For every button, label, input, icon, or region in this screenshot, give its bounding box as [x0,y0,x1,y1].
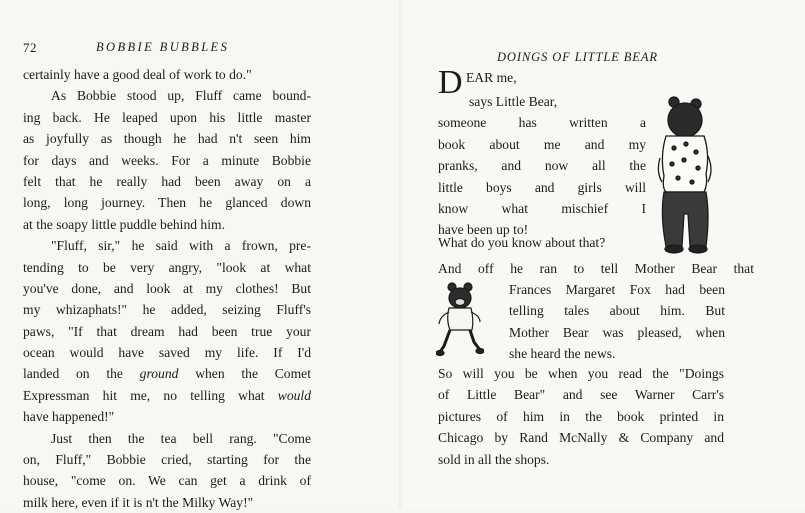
text-line: at the soapy little puddle behind him. [23,216,225,232]
text-line: paws, "If that dream had been true your [23,323,311,339]
bear-standing-illustration [652,96,716,256]
paragraph-1-end [438,232,653,253]
paragraph-2 [509,279,725,365]
running-head-right: DOINGS OF LITTLE BEAR [497,50,658,64]
text-line: felt that he really had been away on a [23,173,311,189]
text-line: house, "come on. We can get a drink of [23,473,311,489]
text-line: book about me and my [438,136,646,152]
text-line: as joyfully as though he had n't seen him [23,131,311,147]
text-line: know what mischief I [438,200,646,216]
text-line: pranks, and now all the [438,158,646,174]
text-line: milk here, even if it is n't the Milky Way!" [23,494,254,510]
text-line: for days and weeks. For a minute Bobbie [23,152,311,168]
text-line-with-emphasis: Expressman hit me, no telling what would [23,387,311,403]
drop-cap: D [438,64,463,101]
emphasis-word: would [277,387,311,403]
emphasis-word: ground [139,366,179,382]
text-line: have happened!" [23,409,115,425]
left-page-text [23,64,311,513]
text-line: "Fluff, sir," he said with a frown, pre- [51,238,311,254]
text-line: What do you know about that? [438,235,606,250]
text-line: of Little Bear" and see Warner Carr's [438,387,724,403]
text-line: Chicago by Rand McNally & Company and [438,430,724,446]
text-line: you've done, and look at my clothes! But [23,280,311,296]
text-line: sold in all the shops. [438,451,550,467]
text-line: says Little Bear, [469,94,558,109]
text-line: Mother Bear was pleased, when [509,324,725,340]
text-line: telling tales about him. But [509,303,725,319]
text-line: Just then the tea bell rang. "Come [51,430,311,446]
text-line: ocean would have saved my life. If I'd [23,345,311,361]
left-page [0,0,402,508]
text-line: tending to be very angry, "look at what [23,259,311,275]
opening-words: EAR me, [466,70,517,85]
text-line: So will you be when you read the "Doings [438,366,724,381]
text-line: And off he ran to tell Mother Bear that [438,261,754,276]
text-line: have been up to! [438,222,529,238]
bear-running-illustration [436,282,484,358]
text-line: on, Fluff," Bobbie cried, starting for the [23,452,311,468]
page-number: 72 [23,40,37,55]
text-line: certainly have a good deal of work to do." [23,67,252,82]
paragraph-3 [438,363,724,470]
text-line-with-emphasis: landed on the ground when the Comet [23,366,311,382]
text-line: someone has written a [438,115,646,131]
text-line: long, long journey. Then he glanced down [23,195,311,211]
running-head-left: BOBBIE BUBBLES [96,40,230,54]
text-line: Frances Margaret Fox had been [509,282,725,297]
text-line: As Bobbie stood up, Fluff came bound- [51,88,311,104]
text-line: little boys and girls will [438,179,646,195]
text-line: ing back. He leaped upon his little master [23,109,311,125]
text-line: my whizaphats!" he added, seizing Fluff's [23,302,311,318]
paragraph-2-first [438,258,754,279]
text-line: she heard the news. [509,346,616,362]
text-line: pictures of him in the book printed in [438,408,724,424]
paragraph-1 [438,91,646,241]
